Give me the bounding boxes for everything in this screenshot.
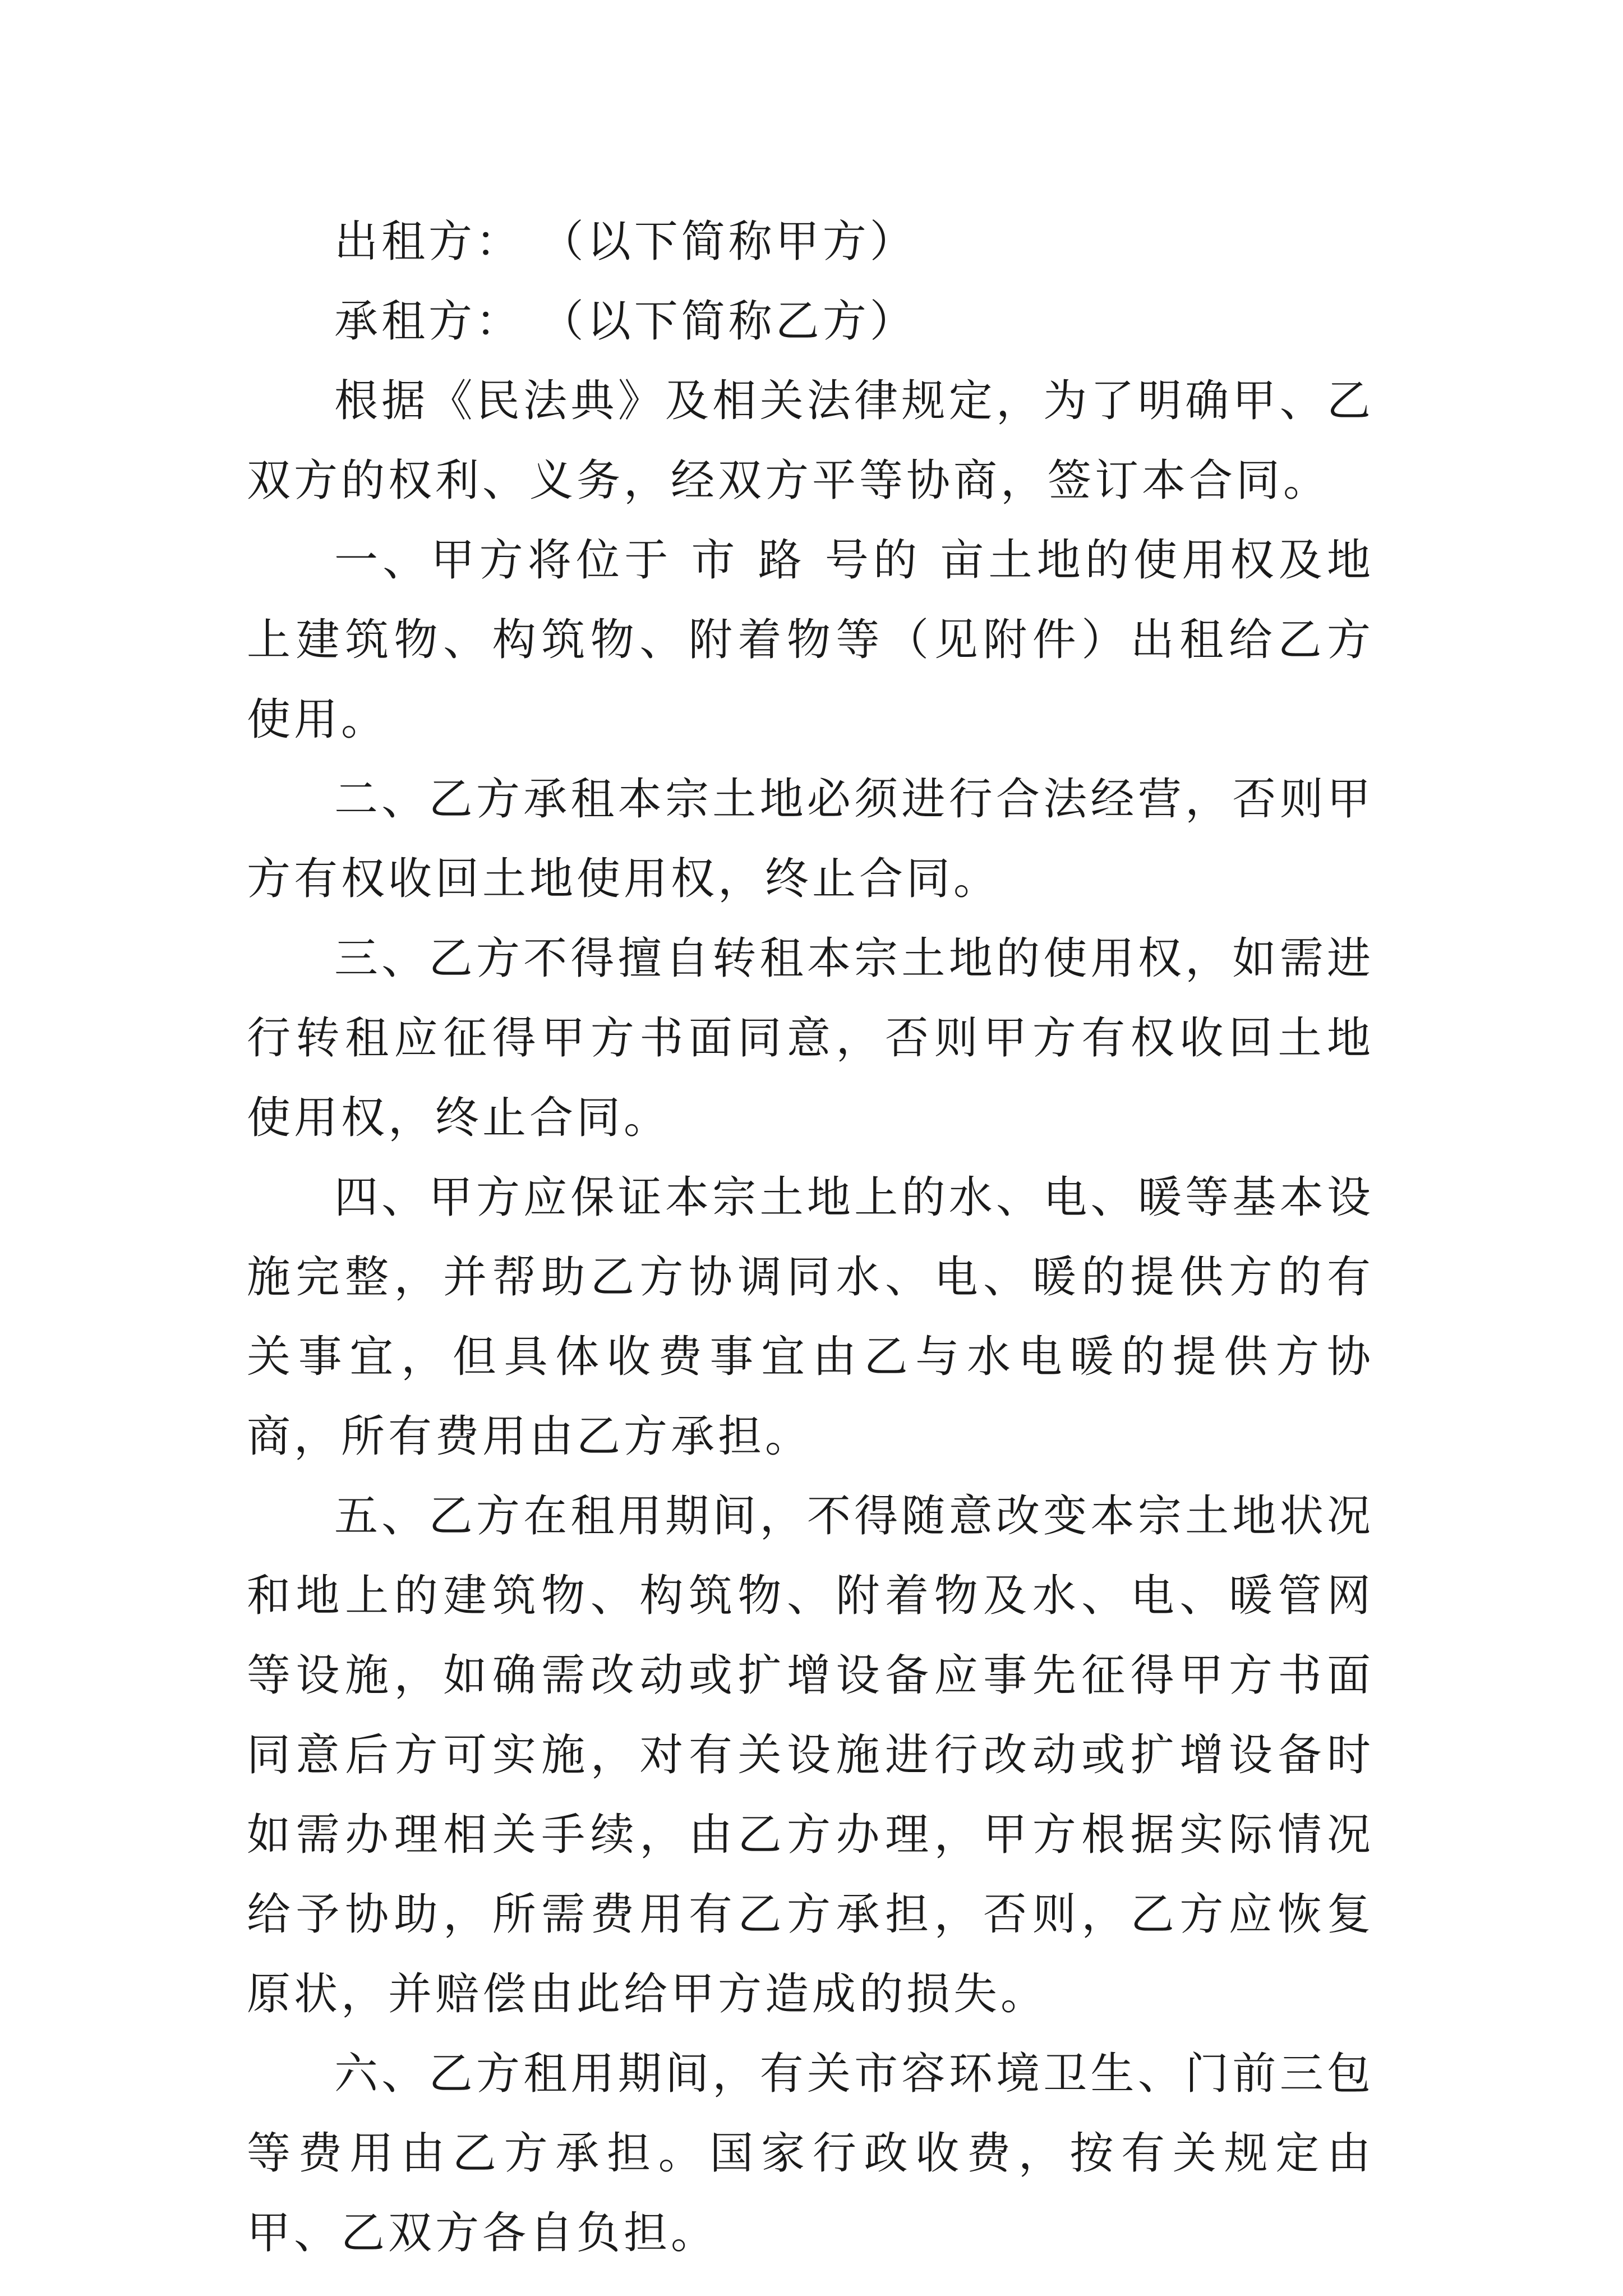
document-body — [247, 202, 1374, 2273]
clause-2: 二、乙方承租本宗土地必须进行合法经营，否则甲方有权收回土地使用权，终止合同。 — [247, 774, 1374, 904]
clause-5: 五、乙方在租用期间，不得随意改变本宗土地状况和地上的建筑物、构筑物、附着物及水、电、暖管网等设施，如确需改动或扩增设备应事先征得甲方书面同意后方可实施，对有关设施进行改动或扩增设备时如需办理相关手续，由乙方办理，甲方根据实际情况给予协助，所需费用有乙方承担，否则，乙方应恢复原状，并赔偿由此给甲方造成的损失。 — [247, 1491, 1374, 2019]
lessee-line: 承租方： （以下简称乙方） — [334, 296, 917, 347]
clause-1: 一、甲方将位于 市 路 号的 亩土地的使用权及地上建筑物、构筑物、附着物等（见附件）出租给乙方使用。 — [247, 535, 1374, 745]
preamble-paragraph: 根据《民法典》及相关法律规定，为了明确甲、乙双方的权利、义务，经双方平等协商，签订本合同。 — [247, 376, 1374, 506]
clause-3: 三、乙方不得擅自转租本宗土地的使用权，如需进行转租应征得甲方书面同意，否则甲方有权收回土地使用权，终止合同。 — [247, 933, 1374, 1143]
clause-6: 六、乙方租用期间，有关市容环境卫生、门前三包等费用由乙方承担。国家行政收费，按有关规定由甲、乙双方各自负担。 — [247, 2049, 1374, 2258]
clause-4: 四、甲方应保证本宗土地上的水、电、暖等基本设施完整，并帮助乙方协调同水、电、暖的提供方的有关事宜，但具体收费事宜由乙与水电暖的提供方协商，所有费用由乙方承担。 — [247, 1172, 1374, 1462]
lessor-line: 出租方： （以下简称甲方） — [334, 217, 917, 267]
